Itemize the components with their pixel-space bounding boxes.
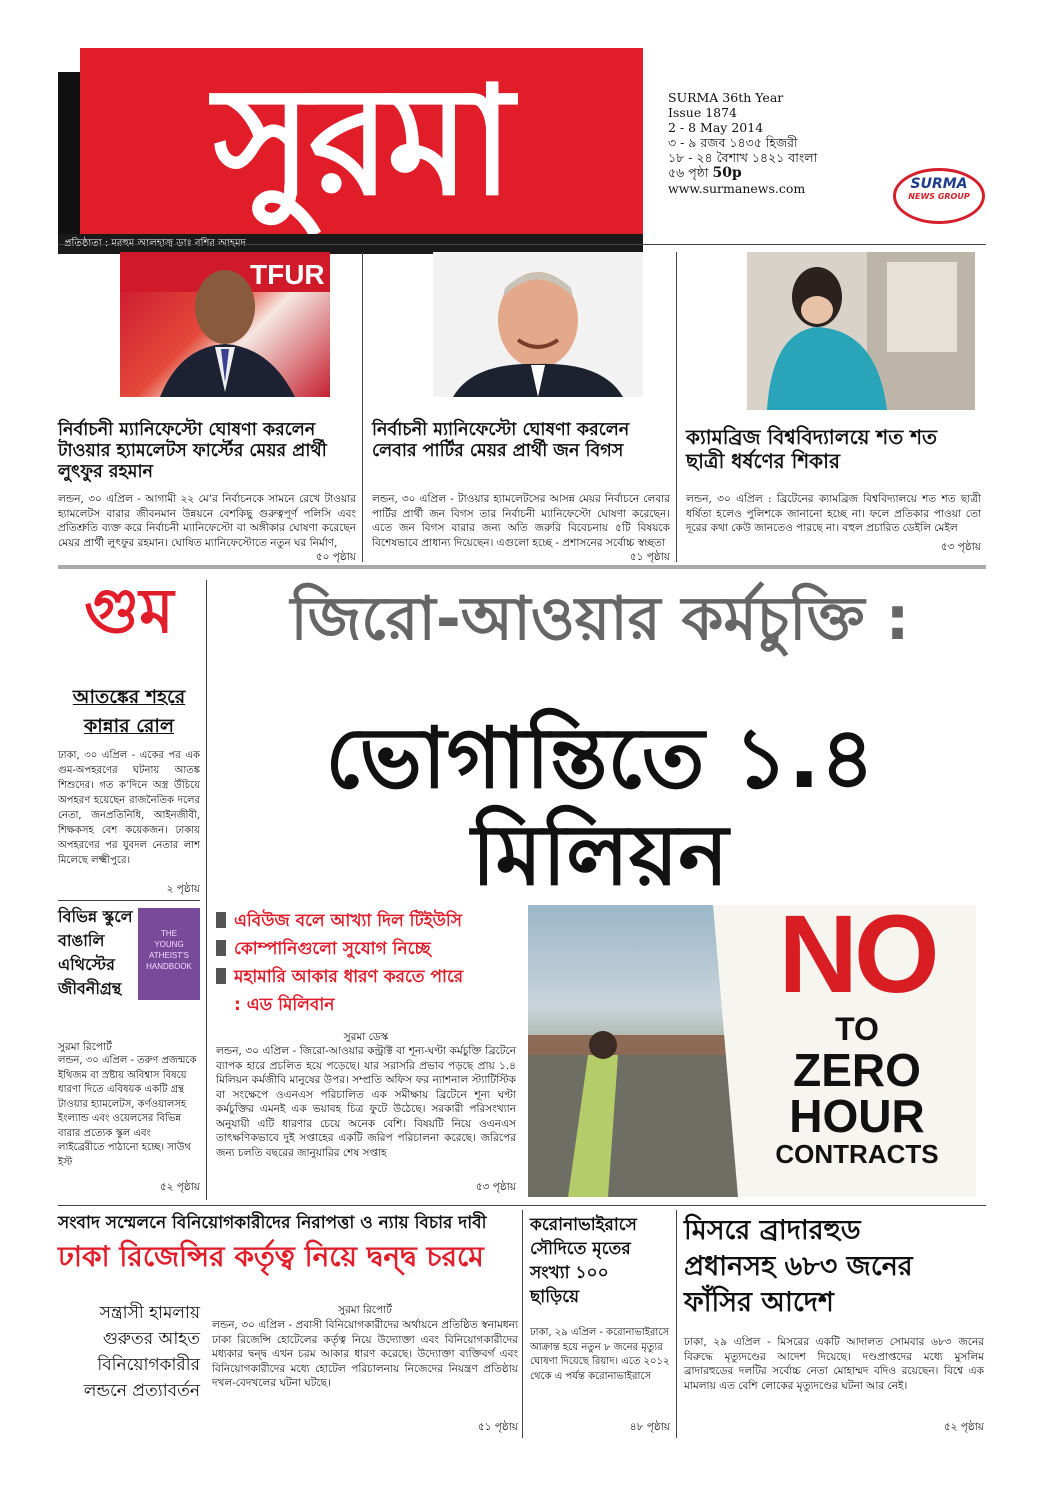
dhaka-side-3: বিনিয়োগকারীর xyxy=(97,1355,200,1375)
dhaka-kicker: সংবাদ সম্মেলনে বিনিয়োগকারীদের নিরাপত্তা ও ন্যায় বিচার দাবী xyxy=(58,1213,487,1233)
book-headline-1: বিভিন্ন স্কুলে xyxy=(58,907,133,926)
story-2-page[interactable]: ৫১ পৃষ্ঠায় xyxy=(629,551,670,563)
lead-bullet-3-continued: : এড মিলিবান xyxy=(234,995,335,1015)
book-headline-3: এথিস্টের xyxy=(58,955,115,974)
lead-page[interactable]: ৫৩ পৃষ্ঠায় xyxy=(475,1181,516,1193)
column-divider xyxy=(58,900,200,901)
egypt-headline-3: ফাঁসির আদেশ xyxy=(684,1287,834,1318)
book-headline-4: জীবনীগ্রন্থ xyxy=(58,979,122,998)
sign-zero: ZERO xyxy=(793,1044,921,1096)
bullet-square-icon xyxy=(216,912,226,928)
issue-pages: ৫৬ পৃষ্ঠা xyxy=(668,165,709,180)
person-photo-icon xyxy=(433,252,643,397)
dhaka-side-1: সন্ত্রাসী হামলায় xyxy=(99,1303,200,1323)
svg-text:TFUR R: TFUR R xyxy=(250,259,353,290)
section-divider xyxy=(58,565,986,569)
surma-news-group-logo xyxy=(893,168,985,224)
story-1-headline[interactable]: নির্বাচনী ম্যানিফেস্টো ঘোষণা করলেন টাওয়ার হ্যামলেটস ফার্স্টের মেয়র প্রার্থী লুৎফুর রহমান xyxy=(58,420,327,482)
book-body: লন্ডন, ৩০ এপ্রিল - তরুণ প্রজন্মকে ইথিজম বা স্রষ্টায় অবিশ্বাস বিষয়ে ধারণা দিতে এবিষয়ক একটি গ্রন্থ টাওয়ার হ্যামলেটস, কর্ণওয়ালসহ ইংল্যান্ড এবং ওয়েলসের বিভিন্ন বারার প্রত্যেক স্কুল এবং লাইব্রেরীতে পাঠানো হচ্ছে। সাউথ ইস্ট xyxy=(58,1055,197,1168)
book-cover-line-4: HANDBOOK xyxy=(146,962,192,971)
corona-body: ঢাকা, ২৯ এপ্রিল - করোনাভাইরাসে আক্রান্ত হয়ে নতুন ৮ জনের মৃত্যুর ঘোষণা দিয়েছে রিয়াদ। এতে ২০১২ থেকে এ পর্যন্ত করোনাভাইরাসে xyxy=(530,1327,670,1382)
egypt-headline[interactable] xyxy=(684,1213,984,1321)
book-cover xyxy=(138,908,200,1000)
logo-name: SURMA xyxy=(910,176,968,192)
dhaka-side-2: গুরুতর আহত xyxy=(102,1329,200,1349)
sign-contracts: CONTRACTS xyxy=(775,1139,939,1169)
dhaka-side-headline[interactable] xyxy=(58,1300,200,1404)
story-1-body: লন্ডন, ৩০ এপ্রিল - আগামী ২২ মে’র নির্বাচনকে সামনে রেখে টাওয়ার হ্যামলেটস বারার জীবনমান উন্নয়নে বেশকিছু গুরুত্বপূর্ণ পলিসি এবং প্রতিশ্রুতি ব্যক্ত করে নির্বাচনী ম্যানিফেস্টো বা অঙ্গীকার ঘোষণা করেছেন মেয়র প্রার্থী লুৎফুর রহমান। ঘোষিত ম্যানিফেস্টোতে নতুন ঘর নির্মাণ, xyxy=(58,493,356,549)
dhaka-body: লন্ডন, ৩০ এপ্রিল - প্রবাসী বিনিয়োগকারীদের অর্থায়নে প্রতিষ্ঠিত স্বনামধন্য ঢাকা রিজেন্সি হোটেলের কর্তৃত্ব নিয়ে উদ্যোক্তা এবং বিনিয়োগকারীদের মধ্যকার দ্বন্দ্ব এখন চরম আকার ধারণ করেছে। উদ্যোক্তা ব্যক্তিবর্গ এবং বিনিয়োগকারীদের মধ্যে হোটেল পরিচালনায় নিজেদের নিয়ন্ত্রণ প্রতিষ্ঠায় দখল-বেদখলের ঘটনা ঘটছে। xyxy=(212,1319,518,1389)
issue-price-line xyxy=(668,165,878,181)
bullet-square-icon xyxy=(216,968,226,984)
photo-john-biggs xyxy=(433,252,643,397)
gum-title[interactable]: গুম xyxy=(84,574,174,647)
dhaka-page[interactable]: ৫১ পৃষ্ঠায় xyxy=(477,1421,518,1433)
corona-headline[interactable] xyxy=(530,1213,670,1309)
issue-year: SURMA 36th Year xyxy=(668,90,784,105)
story-2-headline[interactable]: নির্বাচনী ম্যানিফেস্টো ঘোষণা করলেন লেবার পার্টির মেয়র প্রার্থী জন বিগস xyxy=(372,420,630,461)
dhaka-byline: সুরমা রিপোর্ট xyxy=(338,1304,392,1316)
lead-bullet-3-text: মহামারি আকার ধারণ করতে পারে xyxy=(234,967,464,987)
book-headline[interactable] xyxy=(58,905,136,1001)
column-divider xyxy=(522,1210,523,1438)
section-divider xyxy=(58,1205,986,1206)
corona-headline-2: সৌদিতে মৃতের xyxy=(530,1239,631,1259)
lead-byline: সুরমা ডেস্ক xyxy=(343,1031,389,1043)
logo-sub: NEWS GROUP xyxy=(908,192,970,201)
sign-to: TO xyxy=(835,1011,879,1047)
sign-no: NO xyxy=(778,893,936,1016)
photo-cambridge-student xyxy=(747,252,975,410)
lead-bullet-2-text: কোম্পানিগুলো সুযোগ নিচ্ছে xyxy=(234,939,431,959)
book-cover-line-1: THE xyxy=(161,929,177,938)
person-photo-icon xyxy=(120,252,353,397)
egypt-page[interactable]: ৫২ পৃষ্ঠায় xyxy=(943,1421,984,1433)
issue-hijri-date: ৩ - ৯ রজব ১৪৩৫ হিজরী xyxy=(668,135,798,150)
gum-page[interactable]: ২ পৃষ্ঠায় xyxy=(166,883,200,895)
corona-headline-4: ছাড়িয়ে xyxy=(530,1287,580,1307)
issue-bangla-date: ১৮ - ২৪ বৈশাখ ১৪২১ বাংলা xyxy=(668,150,818,165)
corona-headline-3: সংখ্যা ১০০ xyxy=(530,1263,609,1283)
column-divider xyxy=(676,252,677,562)
issue-url[interactable]: www.surmanews.com xyxy=(668,181,806,196)
book-headline-2: বাঙালি xyxy=(58,931,105,950)
lead-headline-line-2[interactable]: ভোগান্তিতে ১.৪ মিলিয়ন xyxy=(325,709,875,904)
gum-subtitle-1: আতঙ্কের শহরে xyxy=(72,686,186,708)
bullet-square-icon xyxy=(216,940,226,956)
lead-bullet-3 xyxy=(216,964,516,990)
egypt-body: ঢাকা, ২৯ এপ্রিল - মিসরের একটি আদালত সোমবার ৬৮৩ জনের বিরুদ্ধে মৃত্যুদণ্ডের আদেশ দিয়েছে। দণ্ডপ্রাপ্তদের মধ্যে মুসলিম ব্রাদারহুডের দলটির সর্বোচ্চ নেতা মোহাম্মদ বদিও রয়েছেন। বিশ্বে এক মামলায় এত বেশি লোকের মৃত্যুদণ্ডের ঘটনা আর নেই। xyxy=(684,1336,984,1392)
issue-number: Issue 1874 xyxy=(668,105,738,120)
story-3-headline[interactable]: ক্যামব্রিজ বিশ্ববিদ্যালয়ে শত শত ছাত্রী ধর্ষণের শিকার xyxy=(686,425,938,473)
issue-date: 2 - 8 May 2014 xyxy=(668,120,764,135)
photo-lutfur-rahman xyxy=(120,252,353,397)
story-1-page[interactable]: ৫০ পৃষ্ঠায় xyxy=(315,551,356,563)
masthead-side-bar xyxy=(58,72,80,234)
corona-headline-1: করোনাভাইরাসে xyxy=(530,1215,637,1235)
lead-headline-line-1[interactable]: জিরো-আওয়ার কর্মচুক্তি : xyxy=(290,584,910,654)
dhaka-side-4: লন্ডনে প্রত্যাবর্তন xyxy=(83,1381,200,1401)
column-divider xyxy=(206,580,207,1200)
masthead-title: সুরমা xyxy=(80,48,643,234)
person-photo-icon xyxy=(747,252,975,410)
column-divider xyxy=(676,1210,677,1438)
dhaka-headline[interactable]: ঢাকা রিজেন্সির কর্তৃত্ব নিয়ে দ্বন্দ্ব চরমে xyxy=(58,1240,484,1273)
lead-bullet-1 xyxy=(216,908,516,934)
issue-info xyxy=(668,90,878,196)
lead-body: লন্ডন, ৩০ এপ্রিল - জিরো-আওয়ার কন্ট্রাক্ট বা শূন্য-ঘণ্টা কর্মচুক্তি ব্রিটেনে ব্যাপক হারে প্রচলিত হয়ে পড়েছে। যার সরাসরি প্রভাব পড়ছে প্রায় ১.৪ মিলিয়ন কর্মজীবি মানুষের উপর। সম্প্রতি অফিস ফর ন্যাশনাল স্ট্যাটিস্টিক বা সংক্ষেপে ওএনএস পরিচালিত এক সমীক্ষায় ব্রিটেনে শূন্য ঘণ্টা কর্মচুক্তির এমনই এক ভয়াবহ চিত্র ফুটে উঠেছে। সরকারী পরিসংখ্যান অনুযায়ী এটি ধারণার চেয়ে অনেক বেশি। বিষয়টি নিয়ে ওএনএস তাৎক্ষণিকভাবে দুই সপ্তাহের একটি জরিপ পরিচালনা করেছে। জরিপের জন্য চলতি বছরের জানুয়ারির শেষ সপ্তাহ xyxy=(216,1045,516,1159)
book-byline: সুরমা রিপোর্ট xyxy=(58,1041,112,1053)
sign-hour: HOUR xyxy=(789,1090,925,1142)
header-divider xyxy=(58,244,986,245)
lead-bullet-2 xyxy=(216,936,516,962)
photo-zero-hour-protest xyxy=(528,893,976,1197)
story-3-body: লন্ডন, ৩০ এপ্রিল : ব্রিটেনের ক্যামব্রিজ বিশ্ববিদ্যালয়ে শত শত ছাত্রী ধর্ষিতা হলেও পুলিশকে জানানো হচ্ছে না। ফলে প্রতিকার পাওয়া তো দূরের কথা কেউ জানতেও পারছে না। বহুল প্রচারিত ডেইলি মেইল xyxy=(686,493,981,534)
book-cover-line-2: YOUNG xyxy=(154,940,184,949)
book-cover-line-3: ATHEIST'S xyxy=(148,951,190,960)
story-3-page[interactable]: ৫৩ পৃষ্ঠায় xyxy=(940,541,981,553)
issue-price: 50p xyxy=(712,165,742,181)
gum-subtitle-2: কান্নার রোল xyxy=(83,715,175,737)
egypt-headline-1: মিসরে ব্রাদারহুড xyxy=(684,1215,861,1246)
egypt-headline-2: প্রধানসহ ৬৮৩ জনের xyxy=(684,1251,913,1282)
gum-body: ঢাকা, ৩০ এপ্রিল - একের পর এক গুম-অপহরণের ঘটনায় আতঙ্ক শিশুদের। গত ক’দিনে অস্ত্র উঁচিয়ে অপহরণ হয়েছেন রাজনৈতিক দলের নেতা, জনপ্রতিনিধি, আইনজীবী, শিক্ষকসহ বেশ কয়েকজন। ঢাকায় অপহরণের পর যুবদল নেতার লাশ মিলেছে লক্ষ্মীপুরে। xyxy=(58,750,200,866)
story-2-body: লন্ডন, ৩০ এপ্রিল - টাওয়ার হ্যামলেটসের আসন্ন মেয়র নির্বাচনে লেবার পার্টির প্রার্থী জন বিগস তার নির্বাচনী ম্যানিফেস্টো ঘোষণা করেছেন। এতে জন বিগস বারার জন্য অতি জরুরি বিবেচনায় ৫টি বিষয়কে বিশেষভাবে প্রাধান্য দিয়েছেন। এগুলো হচ্ছে - প্রশাসনের সর্বোচ্চ স্বচ্ছতা xyxy=(372,493,670,549)
column-divider xyxy=(362,252,363,562)
lead-bullet-1-text: এবিউজ বলে আখ্যা দিল টিইউসি xyxy=(234,911,462,931)
book-page[interactable]: ৫২ পৃষ্ঠায় xyxy=(159,1181,200,1193)
corona-page[interactable]: ৪৮ পৃষ্ঠায় xyxy=(629,1421,670,1433)
protest-sign xyxy=(738,893,976,1169)
